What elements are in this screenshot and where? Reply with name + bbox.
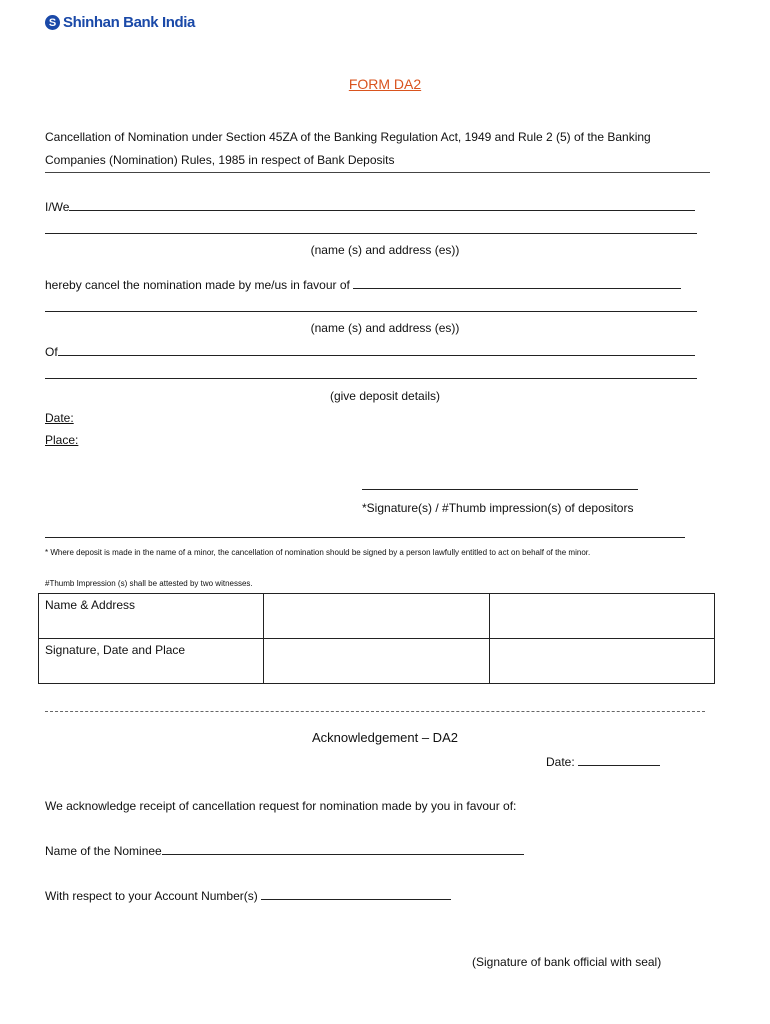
footnote-thumb: #Thumb Impression (s) shall be attested by two witnesses.	[45, 579, 253, 588]
nominee-label: Name of the Nominee	[45, 844, 162, 858]
iwe-field[interactable]	[69, 199, 695, 211]
of-label: Of	[45, 345, 58, 359]
witness-1-name-cell[interactable]	[264, 594, 489, 639]
header-divider	[45, 172, 710, 173]
iwe-label: I/We	[45, 200, 70, 214]
ack-date-label: Date:	[546, 755, 575, 769]
bank-name: Shinhan Bank India	[63, 14, 195, 31]
signature-caption: *Signature(s) / #Thumb impression(s) of depositors	[362, 501, 634, 515]
table-row	[39, 594, 715, 639]
signature-line[interactable]	[362, 489, 638, 490]
intro-text: Cancellation of Nomination under Section 45ZA of the Banking Regulation Act, 1949 and Rule 2 (5) of the Banking Companies (Nomination) Rules, 1985 in respect of Bank Deposits	[45, 130, 651, 167]
name-address-caption: (name (s) and address (es))	[310, 243, 460, 257]
witness-table	[38, 593, 715, 684]
account-row	[45, 888, 451, 903]
iwe-field-2[interactable]	[45, 222, 697, 234]
official-signature-caption: (Signature of bank official with seal)	[472, 955, 662, 969]
witness-2-name-cell[interactable]	[489, 594, 714, 639]
account-label: With respect to your Account Number(s)	[45, 889, 258, 903]
form-title: FORM DA2	[348, 76, 422, 92]
nominee-row	[45, 843, 524, 858]
deposit-field-2[interactable]	[45, 367, 697, 379]
of-row	[45, 344, 697, 359]
deposit-caption: (give deposit details)	[329, 389, 441, 403]
shinhan-logo-icon: S	[45, 15, 60, 30]
ack-date-field[interactable]	[578, 754, 660, 766]
favour-field[interactable]	[353, 277, 681, 289]
cancel-row	[45, 277, 697, 292]
iwe-row	[45, 199, 697, 214]
favour-field-2[interactable]	[45, 300, 697, 312]
name-address-caption-2: (name (s) and address (es))	[310, 321, 460, 335]
iwe-row-2	[45, 222, 697, 237]
footnote-minor: * Where deposit is made in the name of a minor, the cancellation of nomination should be signed by a person lawfully entitled to act on behalf of the minor.	[45, 548, 591, 557]
table-row	[39, 639, 715, 684]
nominee-field[interactable]	[162, 843, 524, 855]
favour-row-2	[45, 300, 697, 315]
ack-receipt-text: We acknowledge receipt of cancellation request for nomination made by you in favour of:	[45, 799, 517, 813]
witness-2-signature-cell[interactable]	[489, 639, 714, 684]
deposit-row-2	[45, 367, 697, 382]
footnote-divider	[45, 537, 685, 538]
account-field[interactable]	[261, 888, 451, 900]
place-label: Place:	[45, 433, 79, 447]
ack-date-row	[546, 754, 660, 769]
cut-line	[45, 711, 705, 712]
date-label: Date:	[45, 411, 74, 425]
witness-signature-label: Signature, Date and Place	[39, 639, 264, 684]
cancel-text: hereby cancel the nomination made by me/us in favour of	[45, 278, 350, 292]
bank-logo	[45, 14, 195, 31]
witness-1-signature-cell[interactable]	[264, 639, 489, 684]
witness-name-label: Name & Address	[39, 594, 264, 639]
ack-title: Acknowledgement – DA2	[312, 730, 458, 745]
deposit-field[interactable]	[58, 344, 695, 356]
